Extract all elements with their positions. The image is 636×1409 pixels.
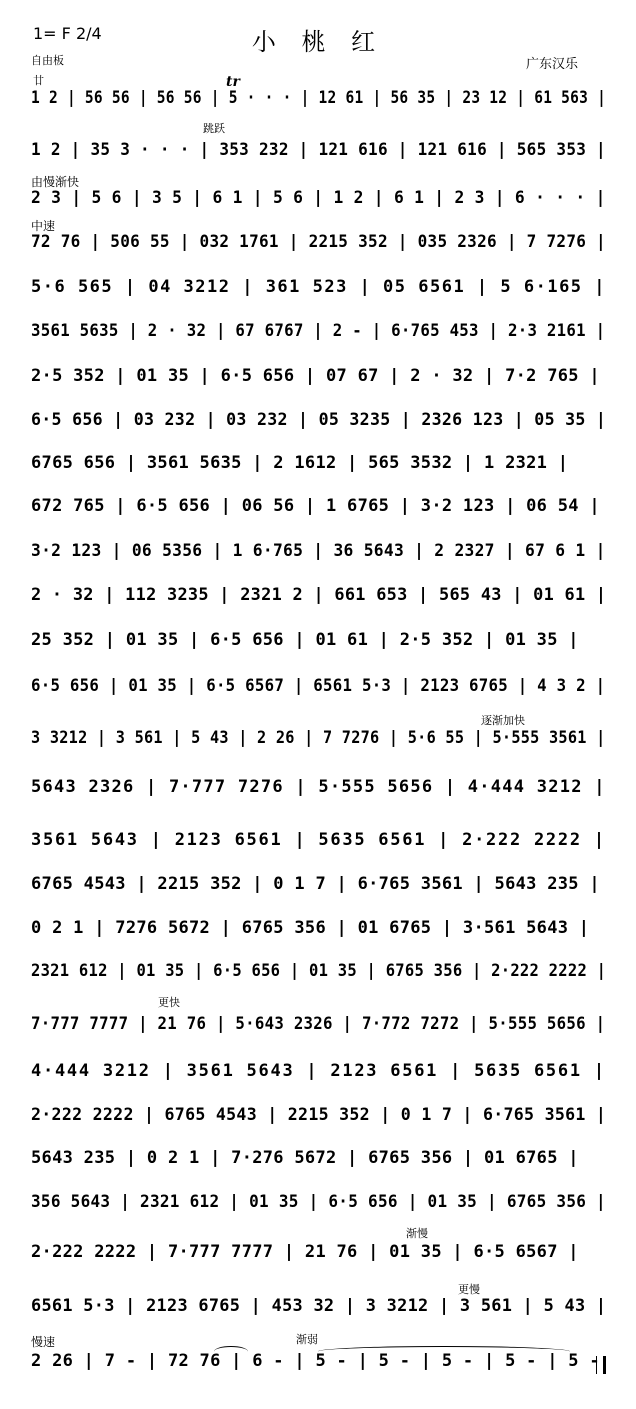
notation-row [31,321,606,347]
notation-row [31,830,606,856]
notation-row [31,585,606,611]
notation-row [31,1014,606,1040]
tempo-gradually-faster: 逐渐加快 [481,714,525,727]
notation-text: 0 2 1 | 7276 5672 | 6765 356 | 01 6765 | 3·561 5643 | [31,918,590,938]
final-barline [596,1356,606,1374]
dynamic-fading: 渐弱 [296,1333,318,1346]
notation-row [31,366,606,392]
notation-row [31,1105,606,1131]
notation-text: 672 765 | 6·5 656 | 06 56 | 1 6765 | 3·2 123 | 06 54 | [31,496,600,516]
notation-row [31,918,606,944]
notation-text: 4·444 3212 | 3561 5643 | 2123 6561 | 5635 6561 | [31,1061,606,1081]
tiaoyue-mark: 跳跃 [203,122,225,135]
notation-text: 1 2 | 35 3 · · · | 353 232 | 121 616 | 121 616 | 565 353 | [31,140,606,160]
notation-text: 1 2 | 56 56 | 56 56 | 5 · · · | 12 61 | 56 35 | 23 12 | 61 563 | [31,88,606,108]
notation-text: 6765 656 | 3561 5635 | 2 1612 | 565 3532 | 1 2321 | [31,453,569,473]
notation-text: 25 352 | 01 35 | 6·5 656 | 01 61 | 2·5 352 | 01 35 | [31,630,579,650]
notation-text: 3561 5643 | 2123 6561 | 5635 6561 | 2·222 2222 | [31,830,606,850]
notation-row [31,541,606,567]
notation-row [31,1192,606,1218]
notation-row [31,874,606,900]
tempo-free: 自由板 [31,54,64,67]
notation-text: 2·5 352 | 01 35 | 6·5 656 | 07 67 | 2 · 32 | 7·2 765 | [31,366,600,386]
notation-text: 3·2 123 | 06 5356 | 1 6·765 | 36 5643 | 2 2327 | 67 6 1 | [31,541,606,561]
notation-text: 72 76 | 506 55 | 032 1761 | 2215 352 | 035 2326 | 7 7276 | [31,232,606,252]
notation-text: 5643 235 | 0 2 1 | 7·276 5672 | 6765 356 | 01 6765 | [31,1148,579,1168]
tempo-slow: 慢速 [31,1335,56,1349]
notation-row [31,1061,606,1087]
notation-row [31,1296,606,1322]
notation-row [31,1148,606,1174]
notation-text: 6561 5·3 | 2123 6765 | 453 32 | 3 3212 | 3 561 | 5 43 | [31,1296,606,1316]
notation-row [31,277,606,303]
notation-row [31,410,606,436]
notation-text: 7·777 7777 | 21 76 | 5·643 2326 | 7·772 7272 | 5·555 5656 | [31,1014,606,1034]
trill-mark: tr [226,74,240,90]
notation-row [31,961,606,987]
notation-text: 3561 5635 | 2 · 32 | 67 6767 | 2 - | 6·765 453 | 2·3 2161 | [31,321,606,341]
tempo-medium: 中速 [31,219,56,233]
tie-mark [318,1346,570,1357]
notation-text: 5·6 565 | 04 3212 | 361 523 | 05 6561 | 5 6·165 | [31,277,606,297]
tie-mark [214,1346,248,1357]
notation-text: 6·5 656 | 03 232 | 03 232 | 05 3235 | 2326 123 | 05 35 | [31,410,606,430]
notation-text: 2 · 32 | 112 3235 | 2321 2 | 661 653 | 565 43 | 01 61 | [31,585,606,605]
notation-text: 6·5 656 | 01 35 | 6·5 6567 | 6561 5·3 | 2123 6765 | 4 3 2 | [31,676,606,696]
notation-row [31,630,606,656]
notation-row [31,676,606,702]
ganxu-mark: 廿 [33,74,44,87]
composer: 广东汉乐 [525,57,578,72]
notation-text: 2·222 2222 | 7·777 7777 | 21 76 | 01 35 | 6·5 6567 | [31,1242,579,1262]
tempo-gradually-slower: 渐慢 [406,1227,428,1240]
notation-row [31,496,606,522]
page-title: 小 桃 红 [251,28,385,56]
tempo-faster: 更快 [158,996,180,1009]
notation-row [31,232,606,258]
notation-text: 2·222 2222 | 6765 4543 | 2215 352 | 0 1 7 | 6·765 3561 | [31,1105,606,1125]
key-signature: 1= F 2/4 [33,24,102,43]
notation-row [31,88,606,114]
notation-text: 2 3 | 5 6 | 3 5 | 6 1 | 5 6 | 1 2 | 6 1 | 2 3 | 6 · · · | [31,188,606,208]
notation-row [31,453,606,479]
notation-text: 6765 4543 | 2215 352 | 0 1 7 | 6·765 3561 | 5643 235 | [31,874,600,894]
notation-row [31,188,606,214]
notation-text: 5643 2326 | 7·777 7276 | 5·555 5656 | 4·444 3212 | [31,777,606,797]
notation-row [31,777,606,803]
tempo-slow-to-fast: 由慢渐快 [31,175,80,189]
notation-row [31,728,606,754]
notation-text: 2 26 | 7 - | 72 76 | 6 - | 5 - | 5 - | 5 - | 5 - | 5 - [31,1351,600,1371]
notation-text: 356 5643 | 2321 612 | 01 35 | 6·5 656 | 01 35 | 6765 356 | [31,1192,606,1212]
notation-text: 2321 612 | 01 35 | 6·5 656 | 01 35 | 6765 356 | 2·222 2222 | [31,961,606,981]
notation-text: 3 3212 | 3 561 | 5 43 | 2 26 | 7 7276 | 5·6 55 | 5·555 3561 | [31,728,606,748]
tempo-slower: 更慢 [458,1283,480,1296]
notation-row [31,140,606,166]
notation-row [31,1242,606,1268]
